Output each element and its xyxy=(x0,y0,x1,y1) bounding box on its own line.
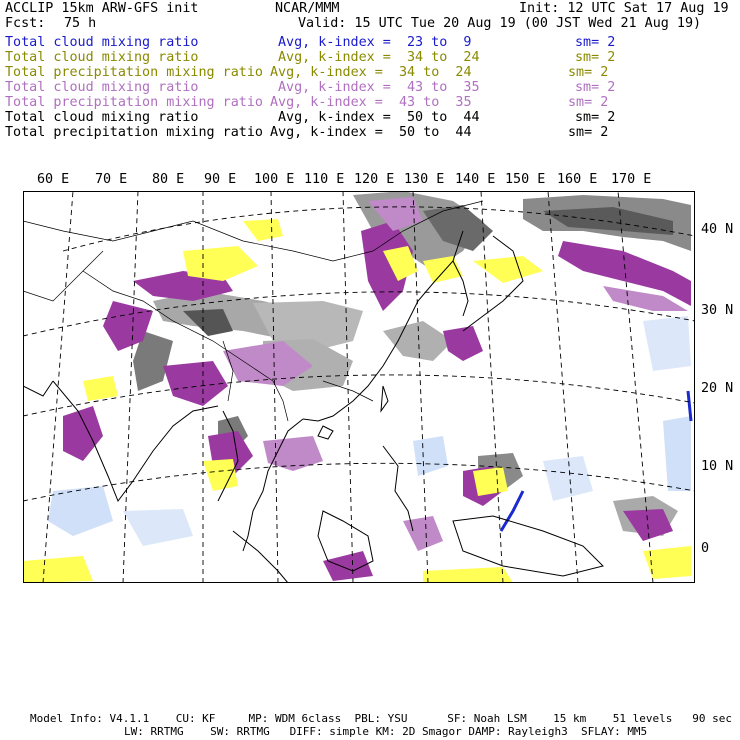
lat-label: 20 N xyxy=(701,381,734,396)
field-name: Total cloud mixing ratio xyxy=(5,110,199,125)
footer-physics-info: LW: RRTMG SW: RRTMG DIFF: simple KM: 2D Smagor DAMP: Rayleigh3 SFLAY: MM5 xyxy=(124,725,648,738)
field-sm: sm= 2 xyxy=(568,65,609,80)
lat-label: 0 xyxy=(701,541,710,556)
lon-label: 90 E xyxy=(204,172,237,187)
field-sm: sm= 2 xyxy=(575,110,616,125)
field-name: Total cloud mixing ratio xyxy=(5,35,199,50)
lon-label: 60 E xyxy=(37,172,70,187)
valid-time: Valid: 15 UTC Tue 20 Aug 19 (00 JST Wed 21 Aug 19) xyxy=(298,16,702,31)
model-title: ACCLIP 15km ARW-GFS init xyxy=(5,1,199,16)
field-sm: sm= 2 xyxy=(568,95,609,110)
fcst-label: Fcst: xyxy=(5,16,46,31)
lon-label: 130 E xyxy=(404,172,445,187)
field-name: Total precipitation mixing ratio xyxy=(5,65,263,80)
lon-label: 140 E xyxy=(455,172,496,187)
fcst-value: 75 h xyxy=(64,16,97,31)
center-label: NCAR/MMM xyxy=(275,1,340,16)
lon-label: 70 E xyxy=(95,172,128,187)
lat-label: 40 N xyxy=(701,222,734,237)
field-avg: Avg, k-index = 34 to 24 xyxy=(270,65,472,80)
field-sm: sm= 2 xyxy=(575,50,616,65)
lon-label: 160 E xyxy=(557,172,598,187)
lat-label: 30 N xyxy=(701,303,734,318)
footer-model-info: Model Info: V4.1.1 CU: KF MP: WDM 6class PBL: YSU SF: Noah LSM 15 km 51 levels 90 sec xyxy=(30,712,732,725)
init-time: Init: 12 UTC Sat 17 Aug 19 xyxy=(519,1,729,16)
lat-label: 10 N xyxy=(701,459,734,474)
field-sm: sm= 2 xyxy=(568,125,609,140)
lon-label: 170 E xyxy=(611,172,652,187)
field-avg: Avg, k-index = 23 to 9 xyxy=(278,35,472,50)
map-panel xyxy=(23,191,695,583)
lon-label: 110 E xyxy=(304,172,345,187)
lon-label: 100 E xyxy=(254,172,295,187)
lon-label: 150 E xyxy=(505,172,546,187)
field-name: Total cloud mixing ratio xyxy=(5,80,199,95)
lon-label: 120 E xyxy=(354,172,395,187)
field-avg: Avg, k-index = 50 to 44 xyxy=(270,125,472,140)
field-name: Total cloud mixing ratio xyxy=(5,50,199,65)
field-avg: Avg, k-index = 43 to 35 xyxy=(270,95,472,110)
field-sm: sm= 2 xyxy=(575,80,616,95)
field-name: Total precipitation mixing ratio xyxy=(5,95,263,110)
field-avg: Avg, k-index = 34 to 24 xyxy=(278,50,480,65)
field-sm: sm= 2 xyxy=(575,35,616,50)
lon-label: 80 E xyxy=(152,172,185,187)
field-name: Total precipitation mixing ratio xyxy=(5,125,263,140)
field-avg: Avg, k-index = 43 to 35 xyxy=(278,80,480,95)
field-avg: Avg, k-index = 50 to 44 xyxy=(278,110,480,125)
cloud-blue-area xyxy=(663,416,691,491)
cloud-yellow-area xyxy=(473,467,508,496)
